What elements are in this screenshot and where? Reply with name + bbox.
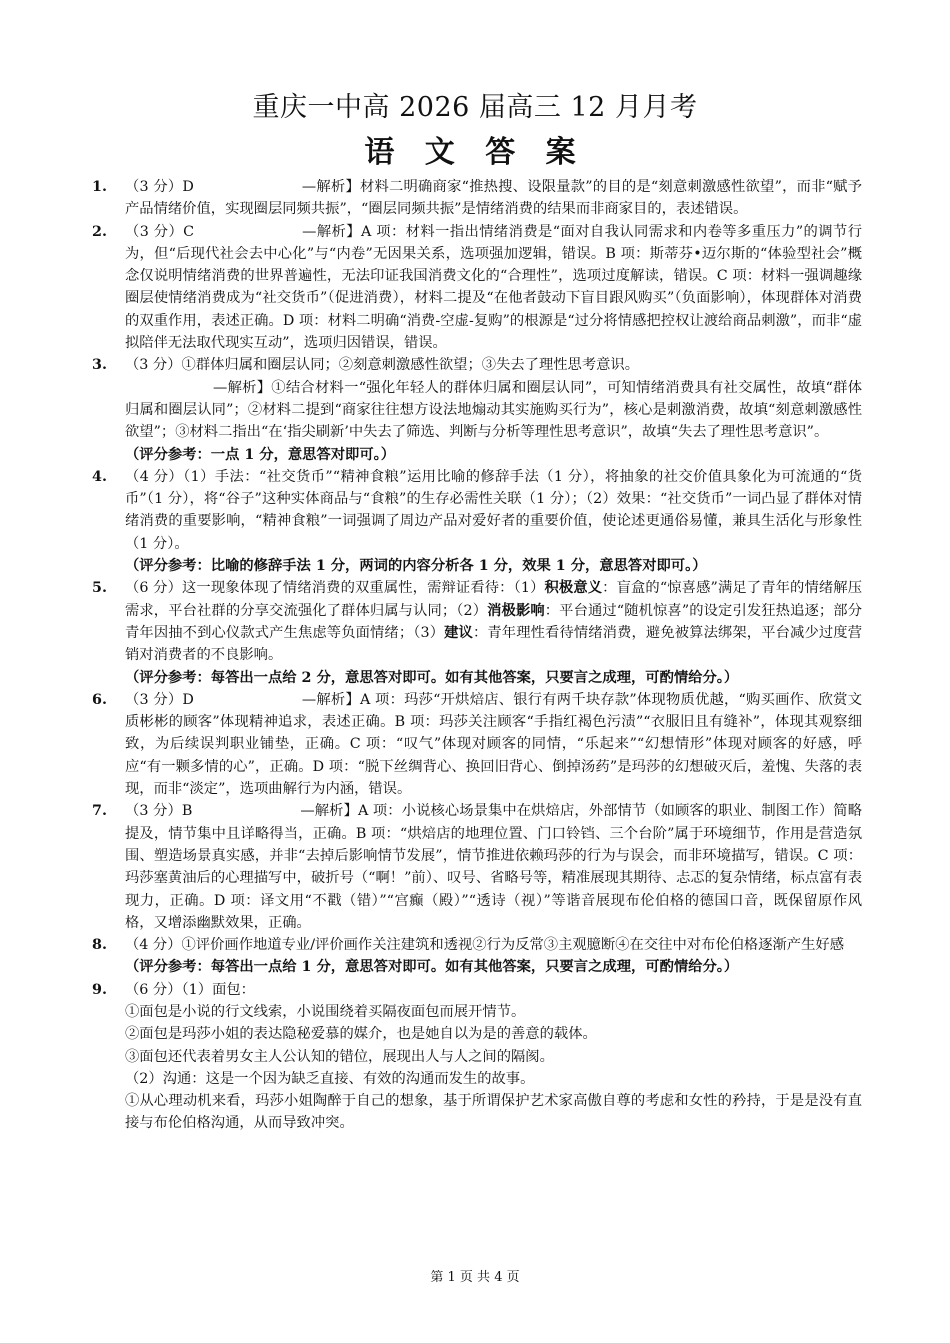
item-number: 5. [92, 580, 107, 597]
item-line: （2）沟通：这是一个因为缺乏直接、有效的沟通而发生的故事。 [125, 1070, 535, 1087]
item-text [125, 689, 862, 800]
item-text-part: （6 分）这一现象体现了情绪消费的双重属性，需辩证看待：（1） [125, 580, 545, 597]
item-text [125, 221, 862, 355]
item-number: 8. [92, 937, 107, 954]
item-line: ②面包是玛莎小姐的表达隐秘爱慕的媒介，也是她自以为是的善意的载体。 [125, 1026, 597, 1043]
page-footer: 第 1 页 共 4 页 [430, 1270, 520, 1285]
answer-item-4 [92, 466, 862, 577]
item-analysis: —解析】A 项：材料一指出情绪消费是“面对自我认同需求和内卷等多重压力”的调节行为，但“后现代社会去中心化”与“内卷”无因果关系，选项强加逻辑，错误。B 项：斯蒂芬•迈尔斯的“体验型社会”概念仅说明情绪消费的世界普遍性，无法印证我国消费文化的“合理性”，选项过度解读，错误。C 项：材料一强调趣缘圈层使情绪消费成为“社交货币”（促进消费），材料二提及“在他者鼓动下盲目跟风购买”（负面影响），体现群体对消费的双重作用，表述正确。D 项：材料二明确“消费-空虚-复购”的根源是“过分将情感把控权让渡给商品刺激”，而非“虚拟陪伴无法取代现实互动”，选项归因错误，错误。 [125, 223, 862, 352]
item-line: ①面包是小说的行文线索，小说围绕着买隔夜面包而展开情节。 [125, 1003, 526, 1020]
keyword-negative: 消极影响 [487, 602, 545, 619]
item-text-part: ：平台通过“随机惊喜”的设定引发狂热追逐；部分青年因抽不到心仪款式产生焦虑等负面情绪；（3） [125, 602, 862, 641]
keyword-suggestion: 建议 [444, 624, 473, 641]
item-number: 2. [92, 223, 107, 240]
answer-item-8 [92, 934, 862, 979]
item-number: 4. [92, 468, 107, 485]
item-number: 9. [92, 981, 107, 998]
item-score-choice: （3 分）C [125, 223, 195, 240]
answer-item-6 [92, 689, 862, 800]
item-number: 1. [92, 179, 107, 195]
item-score-choice: （3 分）D [125, 691, 194, 708]
item-text: （4 分）①评价画作地道专业/评价画作关注建筑和透视②行为反常③主观臆断④在交往中对布伦伯格逐渐产生好感 [125, 937, 844, 954]
answer-item-5 [92, 577, 862, 688]
item-text [125, 176, 862, 221]
item-analysis: —解析】材料二明确商家“推热搜、设限量款”的目的是“刻意刺激感性欲望”，而非“赋予产品情绪价值，实现圈层同频共振”，“圈层同频共振”是情绪消费的结果而非商家目的，表述错误。 [125, 179, 862, 218]
answer-item-3 [92, 354, 862, 465]
item-analysis [125, 377, 862, 444]
item-analysis: —解析】A 项：玛莎“开烘焙店、银行有两千块存款”体现物质优越，“购买画作、欣赏文质彬彬的顾客”体现精神追求，表述正确。B 项：玛莎关注顾客“手指红褐色污渍”“衣服旧且有缝补”，体现其观察细致，为后续误判职业铺垫，正确。C 项：“叹气”体现对顾客的同情，“乐起来”“幻想情形”体现对顾客的好感，呼应“有一颗多情的心”，正确。D 项：“脱下丝绸背心、换回旧背心、倒掉汤药”是玛莎的幻想破灭后，羞愧、失落的表现，而非“淡定”，选项曲解行为内涵，错误。 [125, 691, 863, 798]
item-line: （6 分）（1）面包： [125, 981, 255, 998]
keyword-positive: 积极意义 [544, 580, 603, 597]
item-number: 6. [92, 691, 107, 708]
item-analysis: —解析】A 项：小说核心场景集中在烘焙店，外部情节（如顾客的职业、制图工作）简略提及，情节集中且详略得当，正确。B 项：“烘焙店的地理位置、门口铃铛、三个台阶”属于环境细节，作用是营造氛围、塑造场景真实感，并非“去掉后影响情节发展”，情节推进依赖玛莎的行为与误会，而非环境描写，错误。C 项：玛莎塞黄油后的心理描写中，破折号（“啊！”前）、叹号、省略号等，精准展现其期待、忐忑的复杂情绪，标点富有表现力，正确。D 项：译文用“不戳（错）”“宫癫（殿）”“透诗（视）”等谐音展现布伦伯格的德国口音，既保留原作风格，又增添幽默效果，正确。 [125, 803, 862, 931]
item-text [125, 800, 862, 934]
item-line: ①从心理动机来看，玛莎小姐陶醉于自己的想象，基于所谓保护艺术家高傲自尊的考虑和女性的矜持，于是是没有直接与布伦伯格沟通，从而导致冲突。 [125, 1093, 862, 1132]
answer-item-2 [92, 221, 862, 355]
answer-item-9 [92, 979, 862, 1135]
item-text-part: ：盲盒的“惊喜感”满足了青年的情绪解压需求，平台社群的分享交流强化了群体归属与认同；（2） [125, 580, 862, 619]
item-evaluation: （评分参考：每答出一点给 2 分，意思答对即可。如有其他答案，只要言之成理，可酌情给分。） [125, 669, 739, 686]
item-analysis-text: —解析】①结合材料一“强化年轻人的群体归属和圈层认同”，可知情绪消费具有社交属性，故填“群体归属和圈层认同”；②材料二提到“商家往往想方设法地煽动其实施购买行为”，核心是刺激消费，故填“刻意刺激感性欲望”；③材料二指出“在‘指尖刷新’中失去了筛选、判断与分析等理性思考意识”，故填“失去了理性思考意识”。 [125, 379, 862, 441]
item-number: 7. [92, 803, 107, 820]
item-score-choice: （3 分）①群体归属和圈层认同；②刻意刺激感性欲望；③失去了理性思考意识。 [125, 357, 640, 374]
item-score-choice: （3 分）B [125, 803, 193, 820]
answer-item-7 [92, 800, 862, 934]
item-text [125, 577, 862, 666]
answer-list [92, 176, 862, 1135]
item-line: ③面包还代表着男女主人公认知的错位，展现出人与人之间的隔阂。 [125, 1048, 554, 1065]
item-evaluation: （评分参考：每答出一点给 1 分，意思答对即可。如有其他答案，只要言之成理，可酌情给分。） [125, 959, 739, 976]
item-evaluation: （评分参考：比喻的修辞手法 1 分，两词的内容分析各 1 分，效果 1 分，意思答对即可。） [125, 558, 707, 575]
item-text: （4 分）（1）手法：“社交货币”“精神食粮”运用比喻的修辞手法（1 分），将抽象的社交价值具象化为可流通的“货币”（1 分），将“谷子”这种实体商品与“食粮”的生存必需性关联（1 分）；（2）效果：“社交货币”一词凸显了群体对情绪消费的重要影响，“精神食粮”一词强调了周边产品对爱好者的重要价值，使论述更通俗易懂，兼具生活化与形象性（1 分）。 [125, 468, 862, 552]
item-score-choice: （3 分）D [125, 179, 194, 195]
answer-item-1 [92, 176, 862, 221]
answer-subtitle: 语 文 答 案 [364, 135, 586, 170]
item-evaluation: （评分参考：一点 1 分，意思答对即可。） [125, 446, 396, 463]
exam-title: 重庆一中高 2026 届高三 12 月月考 [252, 92, 698, 123]
item-text-part: ：青年理性看待情绪消费，避免被算法绑架，平台减少过度营销对消费者的不良影响。 [125, 624, 862, 664]
item-number: 3. [92, 357, 107, 374]
